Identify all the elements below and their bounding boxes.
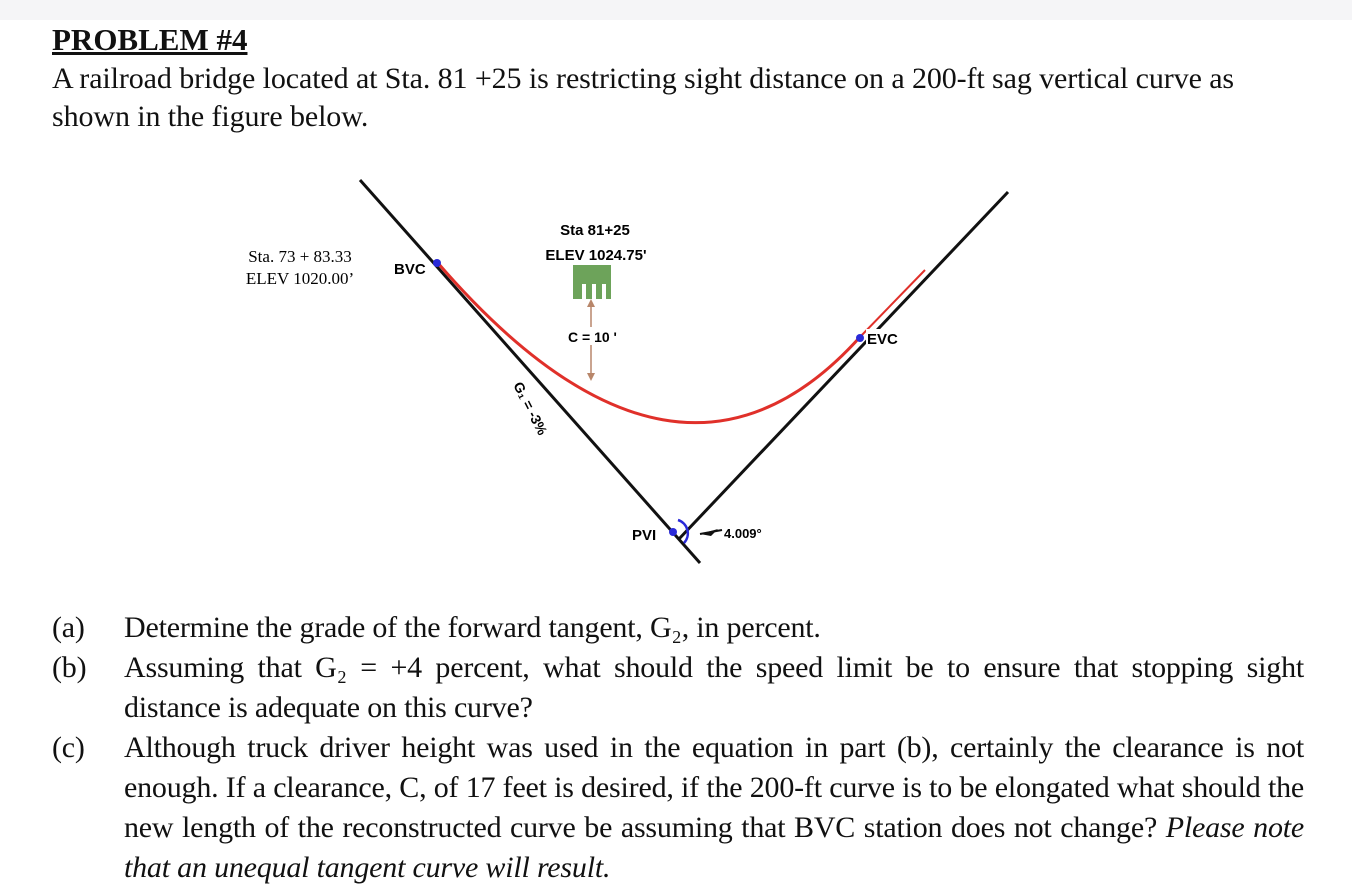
back-tangent-line — [360, 180, 700, 563]
bridge-elevation-label: ELEV 1024.75' — [545, 247, 647, 264]
bridge-station-label: Sta 81+25 — [560, 222, 630, 239]
question-text-container — [124, 728, 1304, 888]
bvc-station-label: Sta. 73 + 83.33 — [248, 247, 352, 266]
pvi-label: PVI — [632, 527, 657, 544]
pvi-point — [669, 528, 677, 536]
question-list — [52, 608, 1304, 888]
question-text: Although truck driver height was used in the equation in part (b), certainly the clearance is not enough. If a clearance, C, of 17 feet is desired, if the 200-ft curve is to be elongated what should the new length of the reconstructed curve be assuming that BVC station does not change? — [124, 731, 1304, 844]
question-a — [52, 608, 1304, 648]
question-letter: (c) — [52, 731, 85, 764]
bvc-elevation-label: ELEV 1020.00’ — [245, 269, 355, 288]
question-text: Assuming that G₂ = +4 percent, what should the speed limit be to ensure that stopping sight distance is adequate on this curve? — [124, 651, 1304, 724]
bvc-label: BVC — [394, 261, 426, 278]
problem-intro: A railroad bridge located at Sta. 81 +25 is restricting sight distance on a 200-ft sag vertical curve as shown in the figure below. — [52, 62, 1234, 133]
angle-marker-icon — [700, 529, 722, 536]
problem-title: PROBLEM #4 — [52, 22, 248, 57]
railroad-bridge-icon — [573, 265, 611, 299]
question-c — [52, 728, 1304, 888]
forward-tangent-line — [678, 192, 1008, 540]
clearance-label: C = 10 ' — [568, 329, 617, 345]
question-letter: (b) — [52, 651, 87, 684]
curve-extension-line — [860, 270, 925, 337]
sag-vertical-curve — [437, 262, 860, 423]
question-note: Please note that an unequal tangent curve will result. — [124, 811, 1304, 884]
question-text: Determine the grade of the forward tangent, G₂, in percent. — [124, 611, 821, 644]
question-b — [52, 648, 1304, 728]
bvc-point — [433, 259, 441, 267]
evc-point — [856, 334, 864, 342]
question-letter: (a) — [52, 611, 85, 644]
pvi-angle-label: 4.009° — [724, 526, 762, 541]
g1-grade-label: G₁ = -3% — [510, 379, 551, 438]
evc-label: EVC — [867, 331, 898, 348]
